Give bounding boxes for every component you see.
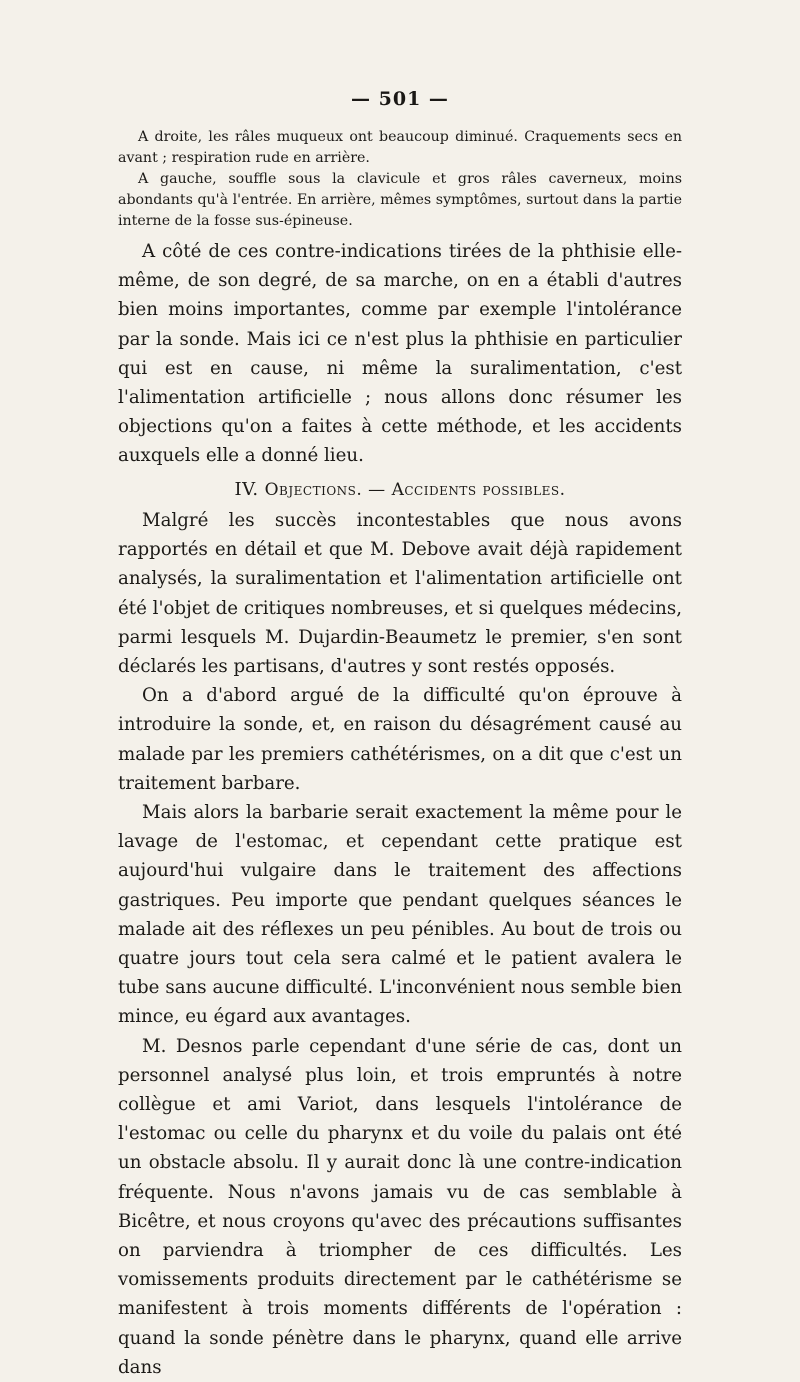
intro-paragraph-block bbox=[118, 237, 682, 471]
section-title: Objections. — Accidents possibles. bbox=[264, 480, 566, 500]
auscultation-notes bbox=[118, 127, 682, 232]
section-number: IV. bbox=[234, 479, 259, 500]
body-paragraph-4: M. Desnos parle cependant d'une série de cas, dont un personnel analysé plus loin, et trois empruntés à notre collègue et ami Variot, dans lesquels l'intolérance de l'estomac ou celle du pharynx et du voile du palais ont été un obstacle absolu. Il y aurait donc là une contre-indication fréquente. Nous n'avons jamais vu de cas semblable à Bicêtre, et nous croyons qu'avec des précautions suffisantes on parviendra à triompher de ces difficultés. Les vomissements produits directement par le cathétérisme se manifestent à trois moments différents de l'opération : quand la sonde pénètre dans le pharynx, quand elle arrive dans bbox=[118, 1035, 682, 1378]
right-lung-note: A droite, les râles muqueux ont beaucoup diminué. Craquements secs en avant ; respiration rude en arrière. bbox=[118, 129, 682, 166]
intro-paragraph: A côté de ces contre-indications tirées de la phthisie elle-même, de son degré, de sa marche, on en a établi d'autres bien moins importantes, comme par exemple l'intolérance par la sonde. Mais ici ce n'est plus la phthisie en particulier qui est en cause, ni même la suralimentation, c'est l'alimentation artificielle ; nous allons donc résumer les objections qu'on a faites à cette méthode, et les accidents auxquels elle a donné lieu. bbox=[118, 241, 682, 467]
page-number: — 501 — bbox=[351, 88, 449, 110]
body-paragraph-1: Malgré les succès incontestables que nous avons rapportés en détail et que M. Debove avait déjà rapidement analysés, la suralimentation et l'alimentation artificielle ont été l'objet de critiques nombreuses, et si quelques médecins, parmi lesquels M. Dujardin-Beaumetz le premier, s'en sont déclarés les partisans, d'autres y sont restés opposés. bbox=[118, 510, 682, 678]
body-paragraph-2: On a d'abord argué de la difficulté qu'on éprouve à introduire la sonde, et, en raison du désagrément causé au malade par les premiers cathétérismes, on a dit que c'est un traitement barbare. bbox=[118, 685, 682, 794]
body-text bbox=[118, 506, 682, 1382]
body-paragraph-3: Mais alors la barbarie serait exactement la même pour le lavage de l'estomac, et cependant cette pratique est aujourd'hui vulgaire dans le traitement des affections gastriques. Peu importe que pendant quelques séances le malade ait des réflexes un peu pénibles. Au bout de trois ou quatre jours tout cela sera calmé et le patient avalera le tube sans aucune difficulté. L'inconvénient nous semble bien mince, eu égard aux avantages. bbox=[118, 802, 682, 1028]
section-heading bbox=[118, 479, 682, 500]
left-lung-note: A gauche, souffle sous la clavicule et gros râles caverneux, moins abondants qu'à l'entrée. En arrière, mêmes symptômes, surtout dans la partie interne de la fosse sus-épineuse. bbox=[118, 171, 682, 229]
